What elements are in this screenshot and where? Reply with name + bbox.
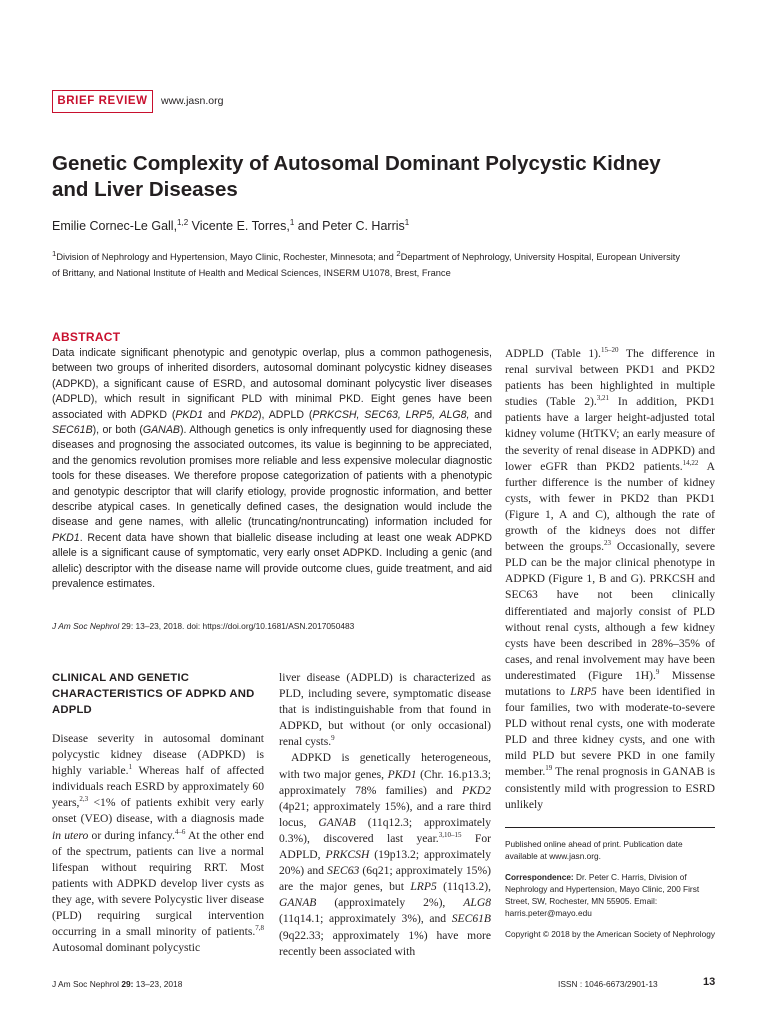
correspondence-note: Correspondence: Dr. Peter C. Harris, Division of Nephrology and Hypertension, Mayo Clinic, 200 First Street, SW, Rochester, MN 55905. Email: harris.peter@mayo.edu (505, 872, 700, 918)
abstract-body: Data indicate significant phenotypic and genotypic overlap, plus a common pathogenesis, between two groups of inherited disorders, autosomal dominant polycystic kidney diseases (ADPKD), a significant cause of ESRD, and autosomal dominant polycystic liver diseases (ADPLD), which result in significant PLD with minimal PKD. Eight genes have been associated with ADPKD (PKD1 and PKD2), ADPLD (PRKCSH, SEC63, LRP5, ALG8, and SEC61B), or both (GANAB). Although genetics is only infrequently used for diagnosing these diseases and prognosing the associated outcomes, its value is beginning to be appreciated, and the genomics revolution promises more reliable and less expensive molecular diagnostic tools for these diseases. We therefore propose categorization of patients with a phenotypic and genotypic descriptor that will clarify etiology, provide prognostic information, and better describe atypical cases. In genetically defined cases, the designation would include the disease and gene names, with allelic (truncating/nontruncating) information included for PKD1. Recent data have shown that biallelic disease including at least one weak ADPKD allele is a significant cause of symptomatic, very early onset ADPKD. Including a genic (and allelic) descriptor with the disease name will provide outcome clues, guide treatment, and aid prevalence estimates. (52, 347, 492, 591)
author-1: Emilie Cornec-Le Gall,$^{1,2}$ (52, 218, 189, 234)
side-notes (505, 838, 717, 949)
body-column-3: ADPLD (Table 1).$^{15-20}$ The difference in renal survival between PKD1 and PKD2 patients has been highlighted in multiple studies (Table 2).$^{3,21}$ In addition, PKD1 patients have a larger height-adjusted total kidney volume (HtTKV; an early measure of the severity of renal disease in ADPKD) and lower eGFR than PKD2 patients.$^{14,22}$ A further difference is the number of kidney cysts, with fewer in PKD2 than PKD1 (Figure 1, A and C), although the rate of growth of the kidneys does not differ between the groups.$^{23}$ Occasionally, severe PLD can be the major clinical phenotype in ADPKD (Figure 1, B and G). PRKCSH and SEC63 have not been clinically differentiated and majorly consist of PLD without renal cysts, although a few kidney cysts have been described in 28%–35% of cases, and renal involvement may have been underestimated (Figure 1H).$^9$ Missense mutations to LRP5 have been identified in four families, two with moderate-to-severe PLD without renal cysts, one with moderate PLD and three kidney cysts, and one with mild PLD but severe PKD in one family member.$^{19}$ The renal prognosis in GANAB is consistently mild with progression to ESRD unlikely (505, 346, 716, 811)
section-heading: CLINICAL AND GENETIC CHARACTERISTICS OF ADPKD AND ADPLD (52, 672, 255, 716)
page-number: 13 (703, 976, 716, 988)
affiliations: $^1$Division of Nephrology and Hypertension, Mayo Clinic, Rochester, Minnesota; and $^2$Department of Nephrology, University Hospital, European University of Brittany, and National Institute of Health and Medical Sciences, INSERM U1078, Brest, France (52, 249, 681, 278)
side-notes-divider (505, 827, 715, 828)
article-title: Genetic Complexity of Autosomal Dominant Polycystic Kidney and Liver Diseases (52, 152, 661, 201)
author-2: Vicente E. Torres,$^1$ (188, 218, 295, 234)
publication-note: Published online ahead of print. Publication date available at www.jasn.org. (505, 839, 683, 861)
author-list (52, 218, 409, 233)
abstract-heading: ABSTRACT (52, 330, 121, 344)
footer-issn: ISSN : 1046-6673/2901-13 (558, 979, 658, 989)
doi-citation[interactable]: J Am Soc Nephrol 29: 13–23, 2018. doi: https://doi.org/10.1681/ASN.2017050483 (52, 621, 355, 631)
body-column-2: liver disease (ADPLD) is characterized as PLD, including severe, symptomatic disease that is indistinguishable from that found in ADPKD, but without (or only occasional) renal cysts.$^9$ ADPKD is genetically heterogeneous, with two major genes, PKD1 (Chr. 16.p13.3; approximately 78% families) and PKD2 (4p21; approximately 15%), and a rare third locus, GANAB (11q12.3; approximately 0.3%), discovered last year.$^{3,10-15}$ For ADPLD, PRKCSH (19p13.2; approximately 20%) and SEC63 (6q21; approximately 15%) are the major genes, but LRP5 (11q13.2), GANAB (approximately 2%), ALG8 (11q14.1; approximately 3%), and SEC61B (9q22.33; approximately 1%) have more recently been associated with (279, 671, 492, 958)
article-type-badge: BRIEF REVIEW (52, 90, 153, 113)
body-column-1: Disease severity in autosomal dominant polycystic kidney disease (ADPKD) is highly variable.$^1$ Whereas half of affected individuals reach ESRD by approximately 60 years,$^{2,3}$ <1% of patients exhibit very early onset (VEO) disease, with a diagnosis made in utero or during infancy.$^{4-6}$ At the other end of the spectrum, patients can live a normal lifespan without requiring RRT. Most patients with ADPKD develop liver cysts as they age, with severe Polycystic liver disease (PLD) requiring surgical intervention occurring in a small minority of patients.$^{7,8}$ Autosomal dominant polycystic (52, 732, 264, 955)
journal-url-link[interactable]: www.jasn.org (161, 95, 224, 107)
copyright-note: Copyright © 2018 by the American Society of Nephrology (505, 929, 715, 939)
author-3: and Peter C. Harris$^1$ (294, 218, 410, 234)
footer-journal: J Am Soc Nephrol 29: 13–23, 2018 (52, 979, 183, 989)
